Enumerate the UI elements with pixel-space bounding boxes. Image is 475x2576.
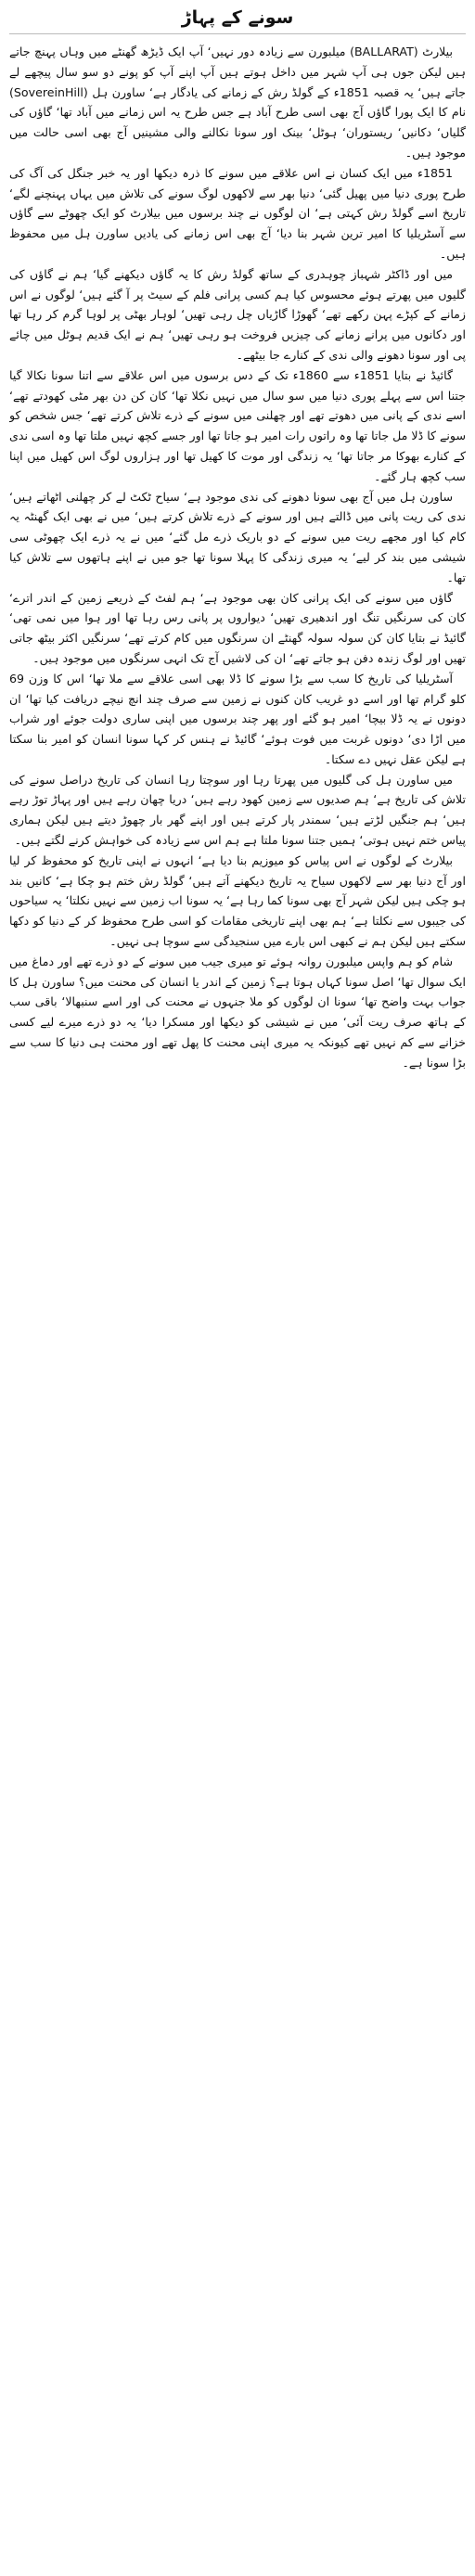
- article-paragraph: میں ساورن ہل کی گلیوں میں پھرتا رہا اور سوچتا رہا انسان کی تاریخ دراصل سونے کی تلاش کی تاریخ ہے‘ ہم صدیوں سے زمین کھود رہے ہیں‘ دریا چھان رہے ہیں اور پہاڑ توڑ رہے ہیں‘ ہم جنگیں لڑتے ہیں‘ سمندر پار کرتے ہیں اور اپنے گھر بار چھوڑ دیتے ہیں لیکن ہماری پیاس ختم نہیں ہوتی‘ ہمیں جتنا سونا ملتا ہے ہم اس سے زیادہ کی خواہش کرنے لگتے ہیں۔: [9, 772, 466, 848]
- article-paragraph: بیلارٹ کے لوگوں نے اس پیاس کو میوزیم بنا دیا ہے‘ انہوں نے اپنی تاریخ کو محفوظ کر لیا اور آج دنیا بھر سے لاکھوں سیاح یہ تاریخ دیکھنے آتے ہیں‘ گولڈ رش ختم ہو چکا ہے‘ کانیں بند ہو چکی ہیں لیکن شہر آج بھی سونا کما رہا ہے‘ یہ سونا اب زمین سے نہیں نکلتا‘ یہ سیاحوں کی جیبوں سے نکلتا ہے‘ ہم بھی اپنے تاریخی مقامات کو اسی طرح محفوظ کر کے دنیا کو دکھا سکتے ہیں لیکن ہم نے کبھی اس بارے میں سنجیدگی سے سوچا ہی نہیں۔: [9, 852, 466, 949]
- article-paragraph: ساورن ہل میں آج بھی سونا دھونے کی ندی موجود ہے‘ سیاح ٹکٹ لے کر چھلنی اٹھاتے ہیں‘ ندی کی ریت پانی میں ڈالتے ہیں اور سونے کے ذرے تلاش کرتے ہیں‘ میں نے بھی ایک گھنٹہ یہ کام کیا اور مجھے ریت میں سونے کے دو باریک ذرے مل گئے‘ میں نے یہ ذرے ایک چھوٹی سی شیشی میں بند کر لیے‘ یہ میری زندگی کا پہلا سونا تھا جو میں نے اپنے ہاتھوں سے تلاش کیا تھا۔: [9, 489, 466, 584]
- article-paragraph: گائیڈ نے بتایا 1851ء سے 1860ء تک کے دس برسوں میں اس علاقے سے اتنا سونا نکالا گیا جتنا اس سے پہلے پوری دنیا میں سو سال میں نہیں نکلا تھا‘ کان کن دن بھر مٹی کھودتے تھے‘ اسے ندی کے پانی میں دھوتے تھے اور چھلنی میں سونے کے ذرے تلاش کرتے تھے‘ جس شخص کو سونے کا ڈلا مل جاتا تھا وہ راتوں رات امیر ہو جاتا تھا اور جسے کچھ نہیں ملتا تھا وہ اسی ندی کے کنارے بھوکا مر جاتا تھا‘ یہ زندگی اور موت کا کھیل تھا اور ہزاروں لوگ اس کھیل میں اپنا سب کچھ ہار گئے۔: [9, 367, 466, 483]
- article-paragraph: گاؤں میں سونے کی ایک پرانی کان بھی موجود ہے‘ ہم لفٹ کے ذریعے زمین کے اندر اترے‘ کان کی سرنگیں تنگ اور اندھیری تھیں‘ دیواروں پر پانی رس رہا تھا اور ہوا میں نمی تھی‘ گائیڈ نے بتایا کان کن سولہ سولہ گھنٹے ان سرنگوں میں کام کرتے تھے‘ سرنگیں اکثر بیٹھ جاتی تھیں اور لوگ زندہ دفن ہو جاتے تھے‘ ان کی لاشیں آج تک انہی سرنگوں میں موجود ہیں۔: [9, 590, 466, 665]
- article-paragraph: شام کو ہم واپس میلبورن روانہ ہوئے تو میری جیب میں سونے کے دو ذرے تھے اور دماغ میں ایک سوال تھا‘ اصل سونا کہاں ہوتا ہے؟ زمین کے اندر یا انسان کی محنت میں؟ ساورن ہل کا جواب بہت واضح تھا‘ سونا ان لوگوں کو ملا جنہوں نے محنت کی اور اسے سنبھالا‘ باقی سب کے ہاتھ صرف ریت آئی‘ میں نے شیشی کو دیکھا اور مسکرا دیا‘ یہ دو ذرے میرے لیے کسی خزانے سے کم نہیں تھے کیونکہ یہ میری اپنی محنت کا پھل تھے اور محنت ہی دنیا کا سب سے بڑا سونا ہے۔: [9, 954, 466, 1070]
- article-paragraph: بیلارٹ (BALLARAT) میلبورن سے زیادہ دور نہیں‘ آپ ایک ڈیڑھ گھنٹے میں وہاں پہنچ جاتے ہیں لیکن جوں ہی آپ شہر میں داخل ہوتے ہیں آپ اپنے آپ کو پونے دو سو سال پیچھے لے جاتے ہیں‘ یہ قصبہ 1851ء کے گولڈ رش کے زمانے کی یادگار ہے‘ ساورن ہل (SovereinHill) نام کا ایک پورا گاؤں آج بھی اسی طرح آباد ہے جس طرح یہ اس زمانے میں آباد تھا‘ گاؤں کی گلیاں‘ دکانیں‘ ریستوران‘ ہوٹل‘ بینک اور سونا نکالنے والی مشینیں آج بھی اسی حالت میں موجود ہیں۔: [9, 45, 466, 160]
- headline: سونے کے پہاڑ: [9, 7, 466, 34]
- article-paragraph: آسٹریلیا کی تاریخ کا سب سے بڑا سونے کا ڈلا بھی اسی علاقے سے ملا تھا‘ اس کا وزن 69 کلو گرام تھا اور اسے دو غریب کان کنوں نے زمین سے صرف چند انچ نیچے دریافت کیا تھا‘ ان دونوں نے یہ ڈلا بیچا‘ امیر ہو گئے اور پھر چند برسوں میں اپنی ساری دولت جوئے اور شراب میں اڑا دی‘ دونوں غربت میں فوت ہوئے‘ گائیڈ نے ہنس کر کہا سونا انسان کو امیر بنا سکتا ہے لیکن عقل نہیں دے سکتا۔: [9, 671, 466, 766]
- article-paragraph: 1851ء میں ایک کسان نے اس علاقے میں سونے کا ذرہ دیکھا اور یہ خبر جنگل کی آگ کی طرح پوری دنیا میں پھیل گئی‘ دنیا بھر سے لاکھوں لوگ سونے کی تلاش میں یہاں پہنچنے لگے‘ تاریخ اسے گولڈ رش کہتی ہے‘ ان لوگوں نے چند برسوں میں بیلارٹ کو ایک چھوٹے سے گاؤں سے آسٹریلیا کا امیر ترین شہر بنا دیا‘ آج بھی اس زمانے کی یادیں ساورن ہل میں محفوظ ہیں۔: [9, 165, 466, 261]
- article-paragraph: میں اور ڈاکٹر شہباز چوہدری کے ساتھ گولڈ رش کا یہ گاؤں دیکھنے گیا‘ ہم نے گاؤں کی گلیوں میں پھرتے ہوئے محسوس کیا ہم کسی پرانی فلم کے سیٹ پر آ گئے ہیں‘ لوگوں نے اس زمانے کے کپڑے پہن رکھے تھے‘ گھوڑا گاڑیاں چل رہی تھیں‘ لوہار بھٹی پر لوہا گرم کر رہا تھا اور دکانوں میں پرانے زمانے کی چیزیں فروخت ہو رہی تھیں‘ ہم نے ایک قدیم ہوٹل میں چائے پی اور سونا دھونے والی ندی کے کنارے جا بیٹھے۔: [9, 266, 466, 362]
- article-body: [9, 42, 466, 1073]
